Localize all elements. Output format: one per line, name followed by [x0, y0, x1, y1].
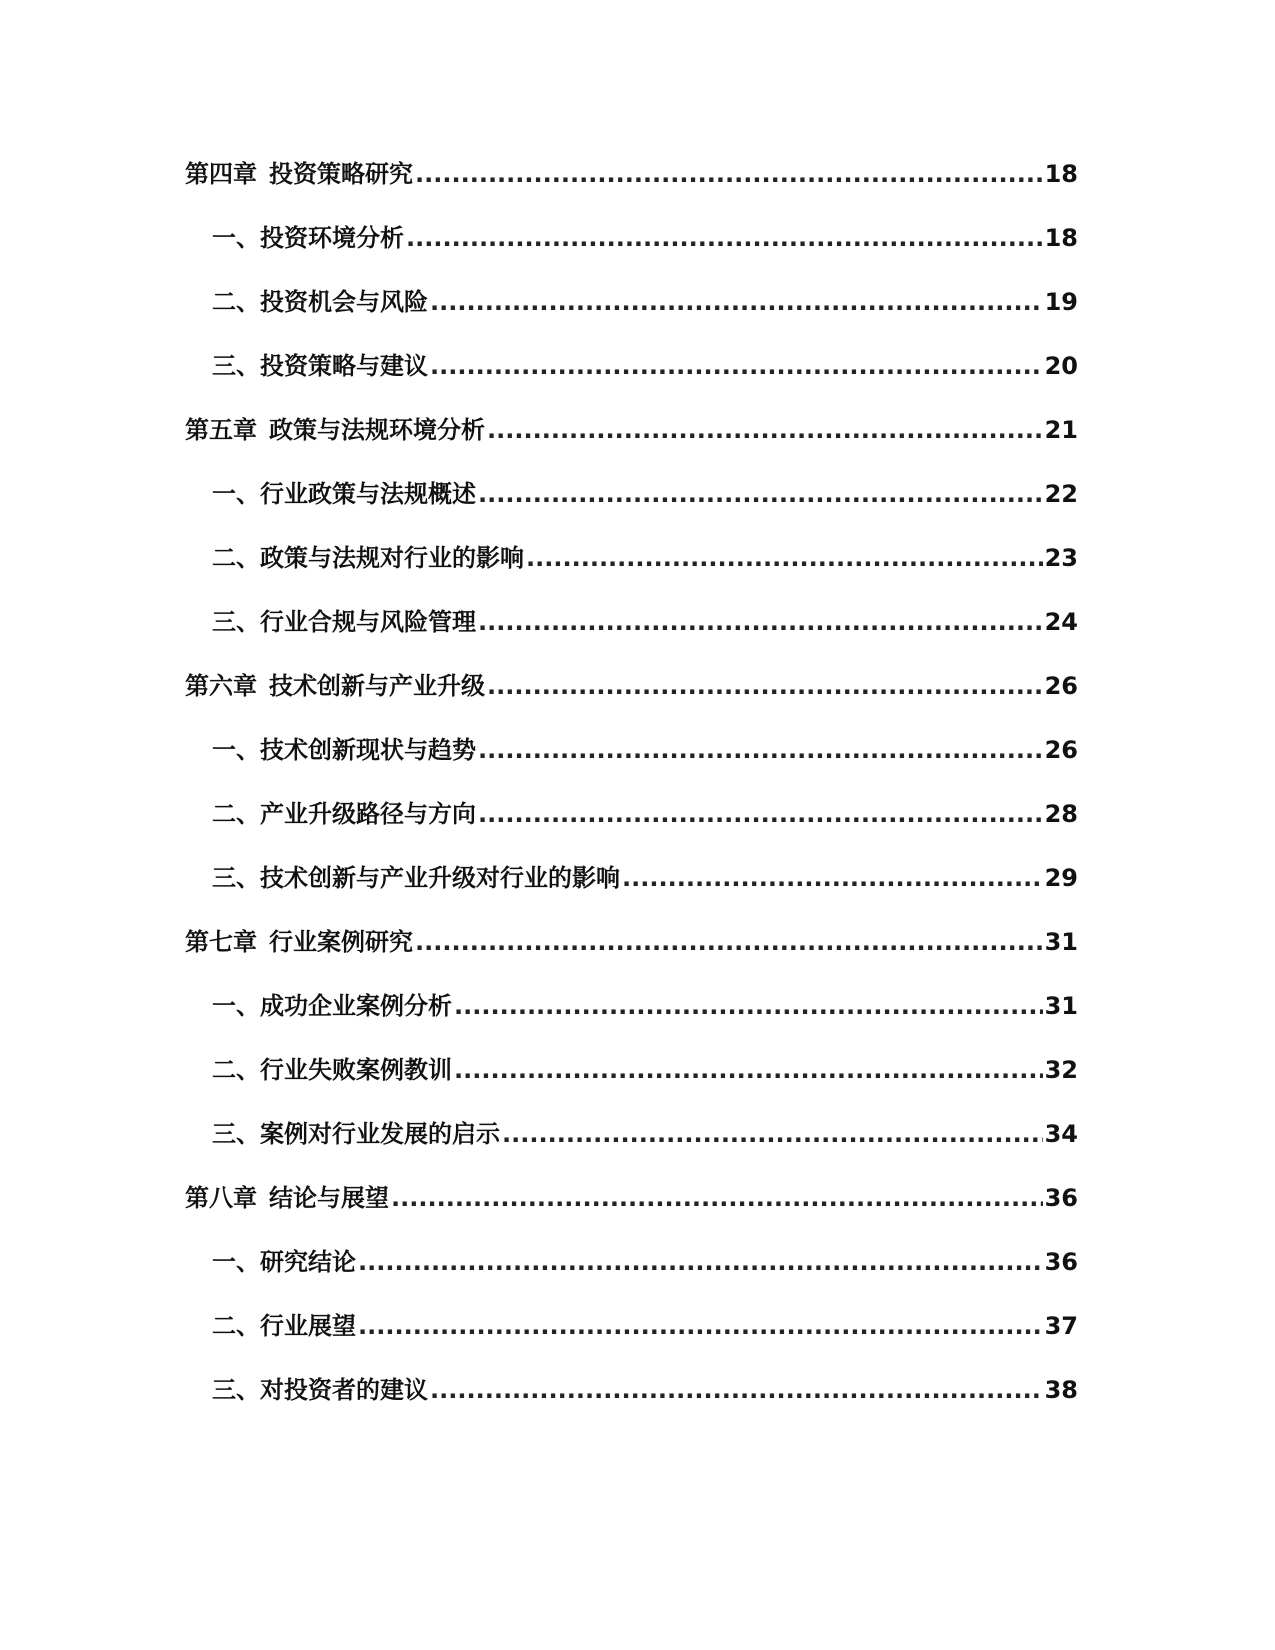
toc-dot-leader — [478, 718, 1043, 782]
toc-entry-title: 行业政策与法规概述 — [260, 480, 476, 508]
toc-entry-title: 技术创新与产业升级对行业的影响 — [260, 864, 620, 892]
toc-dot-leader — [622, 846, 1043, 910]
toc-page-number: 20 — [1044, 352, 1078, 380]
toc-dot-leader — [502, 1102, 1043, 1166]
toc-dot-leader — [415, 142, 1043, 206]
toc-page-number: 37 — [1044, 1312, 1078, 1340]
toc-entry-title: 产业升级路径与方向 — [260, 800, 476, 828]
toc-entry-title: 行业案例研究 — [269, 928, 413, 956]
toc-page-number: 22 — [1044, 480, 1078, 508]
toc-entry-number: 三、 — [212, 864, 260, 892]
toc-page-number: 31 — [1044, 928, 1078, 956]
toc-page-number: 34 — [1044, 1120, 1078, 1148]
toc-chapter-5[interactable] — [185, 398, 1078, 462]
toc-chapter-6[interactable] — [185, 654, 1078, 718]
toc-entry-number: 一、 — [212, 224, 260, 252]
toc-section-7-1[interactable] — [185, 974, 1078, 1038]
toc-page-number: 38 — [1044, 1376, 1078, 1404]
toc-dot-leader — [526, 526, 1043, 590]
toc-page-number: 19 — [1044, 288, 1078, 316]
toc-entry-title: 研究结论 — [260, 1248, 356, 1276]
toc-page-number: 26 — [1044, 672, 1078, 700]
toc-section-5-1[interactable] — [185, 462, 1078, 526]
table-of-contents — [185, 142, 1078, 1422]
toc-dot-leader — [478, 462, 1043, 526]
toc-section-4-2[interactable] — [185, 270, 1078, 334]
toc-entry-title: 技术创新现状与趋势 — [260, 736, 476, 764]
toc-section-7-3[interactable] — [185, 1102, 1078, 1166]
toc-entry-title: 投资环境分析 — [260, 224, 404, 252]
toc-entry-number: 一、 — [212, 1248, 260, 1276]
toc-dot-leader — [478, 782, 1043, 846]
toc-entry-title: 成功企业案例分析 — [260, 992, 452, 1020]
toc-page-number: 24 — [1044, 608, 1078, 636]
toc-section-8-3[interactable] — [185, 1358, 1078, 1422]
toc-page-number: 23 — [1044, 544, 1078, 572]
toc-chapter-4[interactable] — [185, 142, 1078, 206]
toc-entry-number: 第七章 — [185, 928, 257, 956]
toc-section-4-3[interactable] — [185, 334, 1078, 398]
toc-section-5-2[interactable] — [185, 526, 1078, 590]
toc-dot-leader — [430, 334, 1043, 398]
toc-page-number: 18 — [1044, 224, 1078, 252]
toc-dot-leader — [430, 270, 1043, 334]
toc-entry-title: 行业失败案例教训 — [260, 1056, 452, 1084]
toc-section-8-1[interactable] — [185, 1230, 1078, 1294]
toc-entry-number: 一、 — [212, 992, 260, 1020]
toc-page-number: 31 — [1044, 992, 1078, 1020]
toc-entry-number: 三、 — [212, 608, 260, 636]
toc-dot-leader — [454, 1038, 1043, 1102]
toc-section-8-2[interactable] — [185, 1294, 1078, 1358]
toc-dot-leader — [406, 206, 1043, 270]
toc-dot-leader — [487, 654, 1043, 718]
toc-entry-number: 一、 — [212, 736, 260, 764]
toc-page-number: 26 — [1044, 736, 1078, 764]
toc-entry-title: 投资策略研究 — [269, 160, 413, 188]
toc-page-number: 28 — [1044, 800, 1078, 828]
toc-entry-title: 对投资者的建议 — [260, 1376, 428, 1404]
toc-page-number: 36 — [1044, 1184, 1078, 1212]
toc-dot-leader — [391, 1166, 1043, 1230]
toc-entry-number: 三、 — [212, 1376, 260, 1404]
toc-dot-leader — [430, 1358, 1043, 1422]
toc-entry-title: 政策与法规环境分析 — [269, 416, 485, 444]
toc-entry-number: 一、 — [212, 480, 260, 508]
toc-entry-title: 案例对行业发展的启示 — [260, 1120, 500, 1148]
toc-section-7-2[interactable] — [185, 1038, 1078, 1102]
toc-page-number: 18 — [1044, 160, 1078, 188]
toc-entry-title: 政策与法规对行业的影响 — [260, 544, 524, 572]
toc-entry-number: 第四章 — [185, 160, 257, 188]
toc-dot-leader — [358, 1230, 1043, 1294]
toc-entry-number: 三、 — [212, 1120, 260, 1148]
toc-section-4-1[interactable] — [185, 206, 1078, 270]
toc-entry-title: 行业展望 — [260, 1312, 356, 1340]
toc-entry-number: 第八章 — [185, 1184, 257, 1212]
toc-dot-leader — [358, 1294, 1043, 1358]
toc-entry-title: 行业合规与风险管理 — [260, 608, 476, 636]
toc-dot-leader — [415, 910, 1043, 974]
toc-section-6-2[interactable] — [185, 782, 1078, 846]
toc-entry-title: 结论与展望 — [269, 1184, 389, 1212]
toc-dot-leader — [454, 974, 1043, 1038]
toc-section-6-3[interactable] — [185, 846, 1078, 910]
toc-entry-number: 二、 — [212, 800, 260, 828]
toc-entry-number: 二、 — [212, 1312, 260, 1340]
toc-entry-number: 二、 — [212, 544, 260, 572]
toc-entry-number: 二、 — [212, 288, 260, 316]
toc-entry-number: 第五章 — [185, 416, 257, 444]
toc-page-number: 21 — [1044, 416, 1078, 444]
toc-section-5-3[interactable] — [185, 590, 1078, 654]
toc-page-number: 36 — [1044, 1248, 1078, 1276]
toc-entry-number: 三、 — [212, 352, 260, 380]
toc-section-6-1[interactable] — [185, 718, 1078, 782]
toc-page-number: 29 — [1044, 864, 1078, 892]
toc-entry-number: 第六章 — [185, 672, 257, 700]
toc-entry-number: 二、 — [212, 1056, 260, 1084]
toc-chapter-7[interactable] — [185, 910, 1078, 974]
toc-dot-leader — [478, 590, 1043, 654]
toc-dot-leader — [487, 398, 1043, 462]
toc-entry-title: 投资策略与建议 — [260, 352, 428, 380]
toc-entry-title: 技术创新与产业升级 — [269, 672, 485, 700]
toc-entry-title: 投资机会与风险 — [260, 288, 428, 316]
toc-page-number: 32 — [1044, 1056, 1078, 1084]
toc-chapter-8[interactable] — [185, 1166, 1078, 1230]
